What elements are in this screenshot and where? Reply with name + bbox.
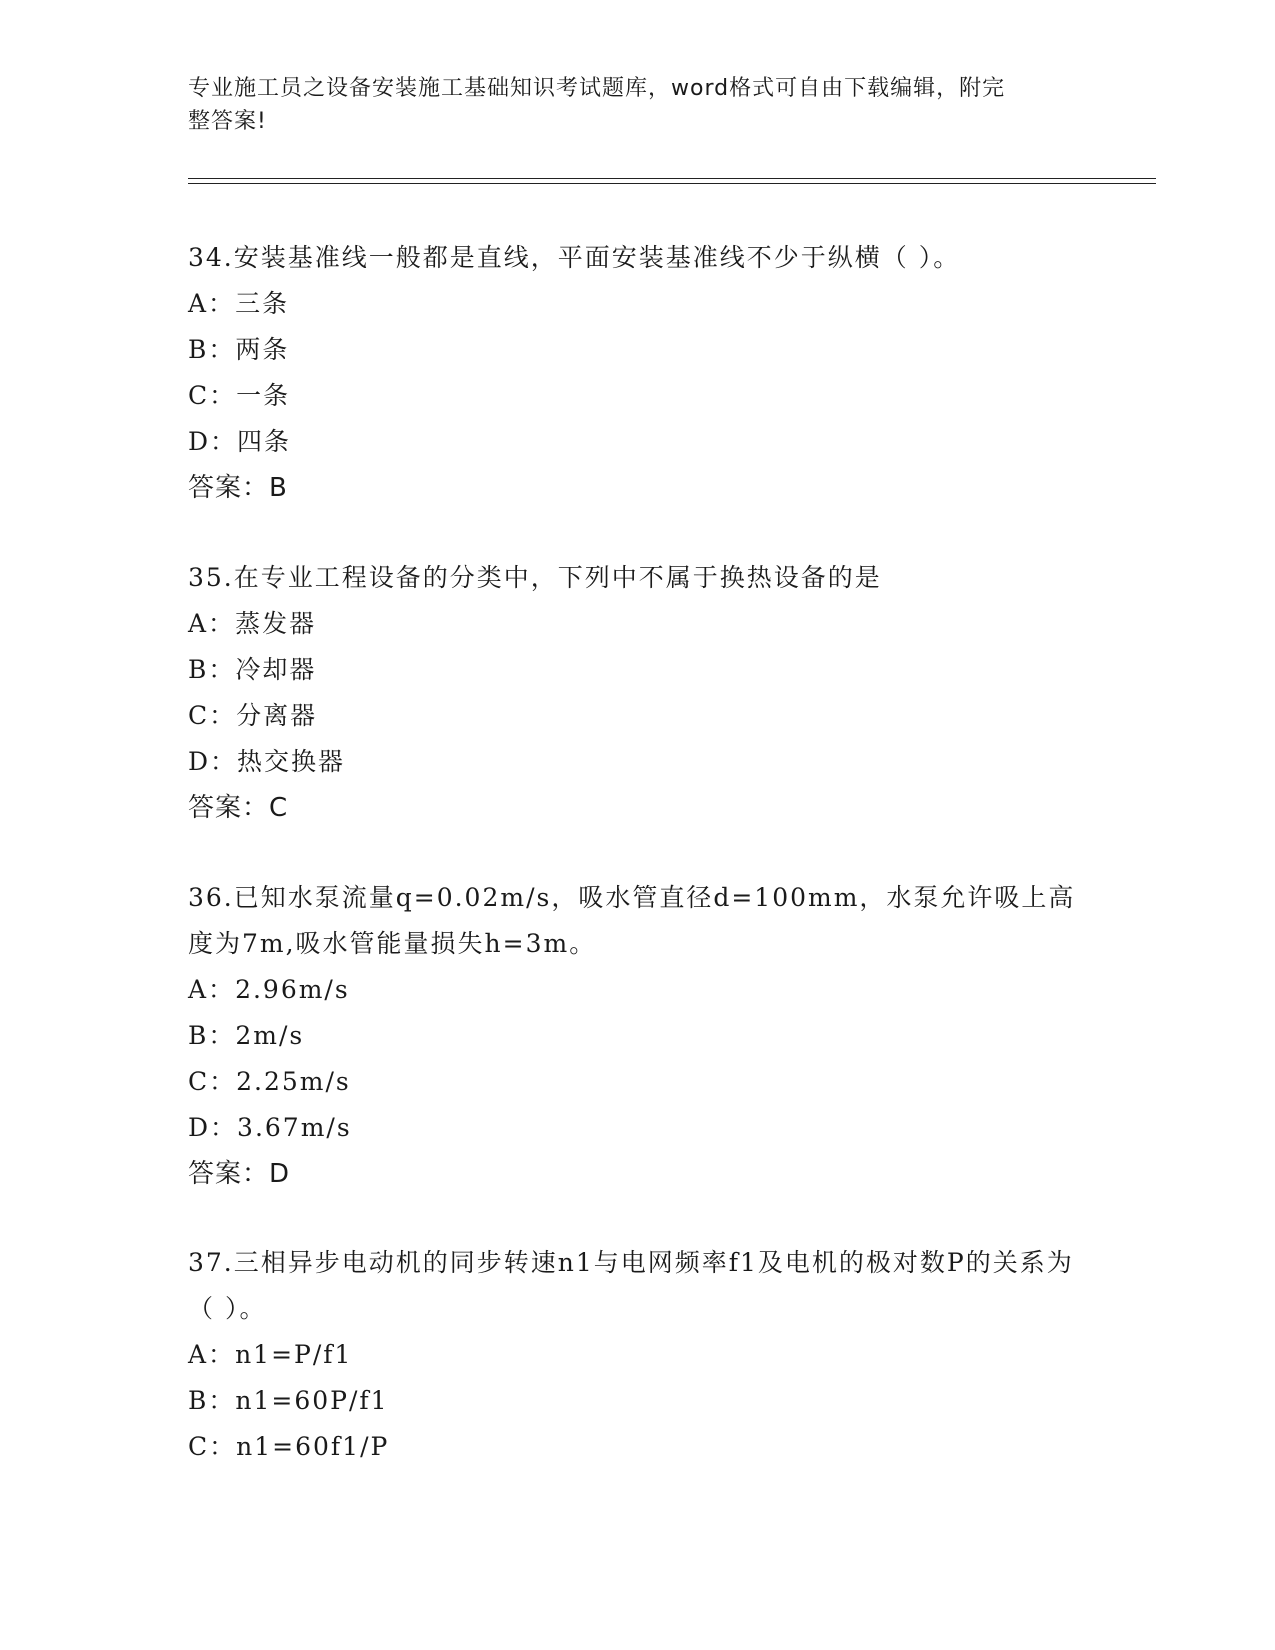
option-letter: B： xyxy=(188,335,236,364)
option-a xyxy=(188,281,1088,327)
option-c xyxy=(188,373,1088,419)
option-a xyxy=(188,1332,1088,1378)
option-d xyxy=(188,419,1088,465)
header-divider-bottom xyxy=(188,183,1156,184)
option-letter: D： xyxy=(188,747,238,776)
option-text: 四条 xyxy=(237,427,292,456)
question-34 xyxy=(188,235,1088,511)
question-stem: 35.在专业工程设备的分类中，下列中不属于换热设备的是 xyxy=(188,563,882,592)
question-stem: 36.已知水泵流量q=0.02m/s，吸水管直径d=100mm，水泵允许吸上高度为7m,吸水管能量损失h=3m。 xyxy=(188,883,1076,958)
option-text: 两条 xyxy=(235,335,290,364)
option-text: n1=P/f1 xyxy=(235,1340,353,1369)
option-text: n1=60f1/P xyxy=(236,1432,390,1461)
option-letter: A： xyxy=(188,289,236,318)
option-text: 3.67m/s xyxy=(237,1113,352,1142)
answer-line: 答案：D xyxy=(188,1159,291,1189)
option-letter: A： xyxy=(188,1340,236,1369)
question-stem: 34.安装基准线一般都是直线，平面安装基准线不少于纵横（ ）。 xyxy=(188,243,961,272)
question-35 xyxy=(188,555,1088,831)
header-divider-top xyxy=(188,178,1156,179)
answer-line: 答案：C xyxy=(188,793,289,823)
question-36 xyxy=(188,875,1088,1197)
option-b xyxy=(188,1013,1088,1059)
option-text: 蒸发器 xyxy=(235,609,317,638)
option-text: 分离器 xyxy=(236,701,318,730)
option-letter: C： xyxy=(188,1432,237,1461)
option-letter: C： xyxy=(188,1067,237,1096)
option-text: 热交换器 xyxy=(237,747,346,776)
option-letter: C： xyxy=(188,381,237,410)
option-a xyxy=(188,601,1088,647)
option-letter: C： xyxy=(188,701,237,730)
option-b xyxy=(188,327,1088,373)
option-d xyxy=(188,739,1088,785)
header-line-2: 整答案! xyxy=(188,109,267,134)
option-text: 一条 xyxy=(236,381,291,410)
option-text: 冷却器 xyxy=(235,655,317,684)
option-d xyxy=(188,1105,1088,1151)
option-c xyxy=(188,693,1088,739)
option-text: 2.25m/s xyxy=(236,1067,351,1096)
option-letter: A： xyxy=(188,975,236,1004)
option-letter: D： xyxy=(188,427,238,456)
document-header xyxy=(188,72,1068,138)
option-text: n1=60P/f1 xyxy=(235,1386,389,1415)
option-letter: B： xyxy=(188,1021,236,1050)
option-b xyxy=(188,1378,1088,1424)
question-stem: 37.三相异步电动机的同步转速n1与电网频率f1及电机的极对数P的关系为（ ）。 xyxy=(188,1248,1074,1323)
option-letter: B： xyxy=(188,1386,236,1415)
option-b xyxy=(188,647,1088,693)
option-letter: D： xyxy=(188,1113,238,1142)
option-letter: A： xyxy=(188,609,236,638)
option-letter: B： xyxy=(188,655,236,684)
header-line-1: 专业施工员之设备安装施工基础知识考试题库，word格式可自由下载编辑，附完 xyxy=(188,76,1006,101)
option-a xyxy=(188,967,1088,1013)
option-text: 2m/s xyxy=(235,1021,305,1050)
option-text: 2.96m/s xyxy=(235,975,350,1004)
question-37 xyxy=(188,1240,1088,1470)
option-c xyxy=(188,1424,1088,1470)
option-c xyxy=(188,1059,1088,1105)
answer-line: 答案：B xyxy=(188,473,288,503)
option-text: 三条 xyxy=(235,289,290,318)
